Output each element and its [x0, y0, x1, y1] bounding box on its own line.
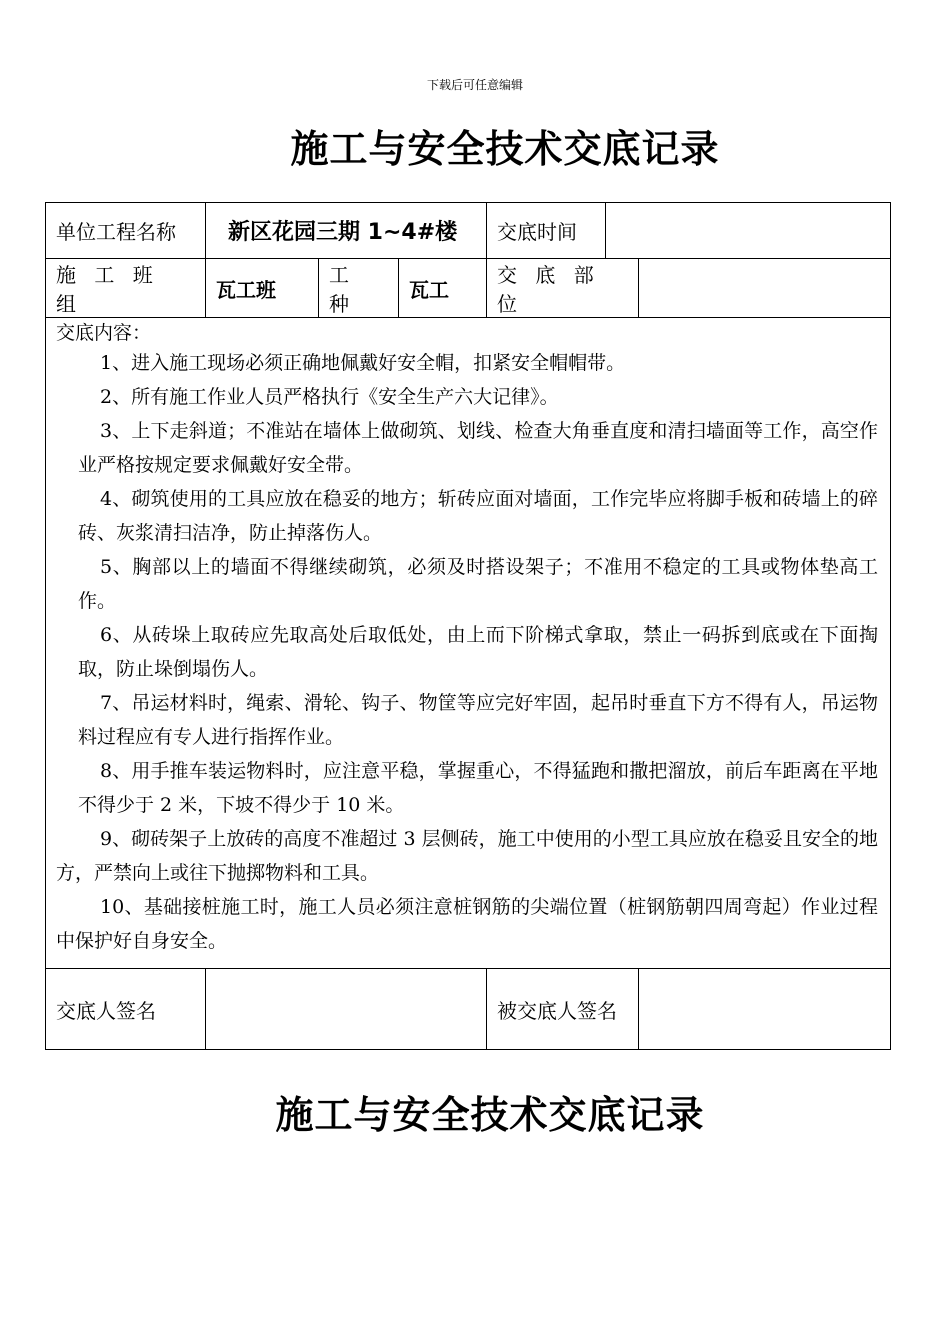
disclosure-part-value[interactable]: [639, 259, 891, 318]
project-name-label: 单位工程名称: [46, 203, 206, 259]
download-note: 下载后可任意编辑: [426, 78, 523, 92]
content-item: 1、进入施工现场必须正确地佩戴好安全帽，扣紧安全帽帽带。: [100, 352, 626, 374]
page-title: 施工与安全技术交底记录: [290, 127, 720, 171]
content-heading: 交底内容：: [56, 322, 152, 344]
content-item: 7、吊运材料时，绳索、滑轮、钩子、物筐等应完好牢固，起吊时垂直下方不得有人，吊运物料过程应有专人进行指挥作业。: [78, 692, 879, 748]
content-item: 2、所有施工作业人员严格执行《安全生产六大记律》。: [100, 386, 559, 408]
content-item: 4、砌筑使用的工具应放在稳妥的地方；斩砖应面对墙面，工作完毕应将脚手板和砖墙上的碎砖、灰浆清扫洁净，防止掉落伤人。: [78, 488, 879, 544]
content-item: 6、从砖垛上取砖应先取高处后取低处，由上而下阶梯式拿取，禁止一码拆到底或在下面掏取，防止垛倒塌伤人。: [78, 624, 879, 680]
project-name-value: 新区花园三期 1~4#楼: [206, 203, 487, 259]
discloser-signature-field[interactable]: [206, 969, 487, 1050]
trade-value: 瓦工: [399, 259, 487, 318]
content-item: 8、用手推车装运物料时，应注意平稳，掌握重心，不得猛跑和撒把溜放，前后车距离在平地不得少于 2 米，下坡不得少于 10 米。: [78, 760, 879, 816]
work-team-value: 瓦工班: [206, 259, 319, 318]
disclosure-part-label: 交 底 部 位: [487, 259, 639, 318]
trade-label: 工 种: [319, 259, 399, 318]
disclosure-time-value[interactable]: [606, 203, 891, 259]
content-item: 3、上下走斜道；不准站在墙体上做砌筑、划线、检查大角垂直度和清扫墙面等工作，高空作业严格按规定要求佩戴好安全带。: [78, 420, 879, 476]
content-item: 10、基础接桩施工时，施工人员必须注意桩钢筋的尖端位置（桩钢筋朝四周弯起）作业过程中保护好自身安全。: [56, 896, 879, 952]
disclosure-content: [46, 318, 891, 969]
disclosure-record-table: [45, 202, 891, 1050]
receiver-signature-label: 被交底人签名: [487, 969, 639, 1050]
discloser-signature-label: 交底人签名: [46, 969, 206, 1050]
work-team-label: 施 工 班 组: [46, 259, 206, 318]
receiver-signature-field[interactable]: [639, 969, 891, 1050]
page-title-repeat: 施工与安全技术交底记录: [275, 1093, 705, 1137]
disclosure-time-label: 交底时间: [487, 203, 606, 259]
content-item: 9、砌砖架子上放砖的高度不准超过 3 层侧砖，施工中使用的小型工具应放在稳妥且安全的地方，严禁向上或往下抛掷物料和工具。: [56, 828, 879, 884]
content-item: 5、胸部以上的墙面不得继续砌筑，必须及时搭设架子；不准用不稳定的工具或物体垫高工作。: [78, 556, 879, 612]
